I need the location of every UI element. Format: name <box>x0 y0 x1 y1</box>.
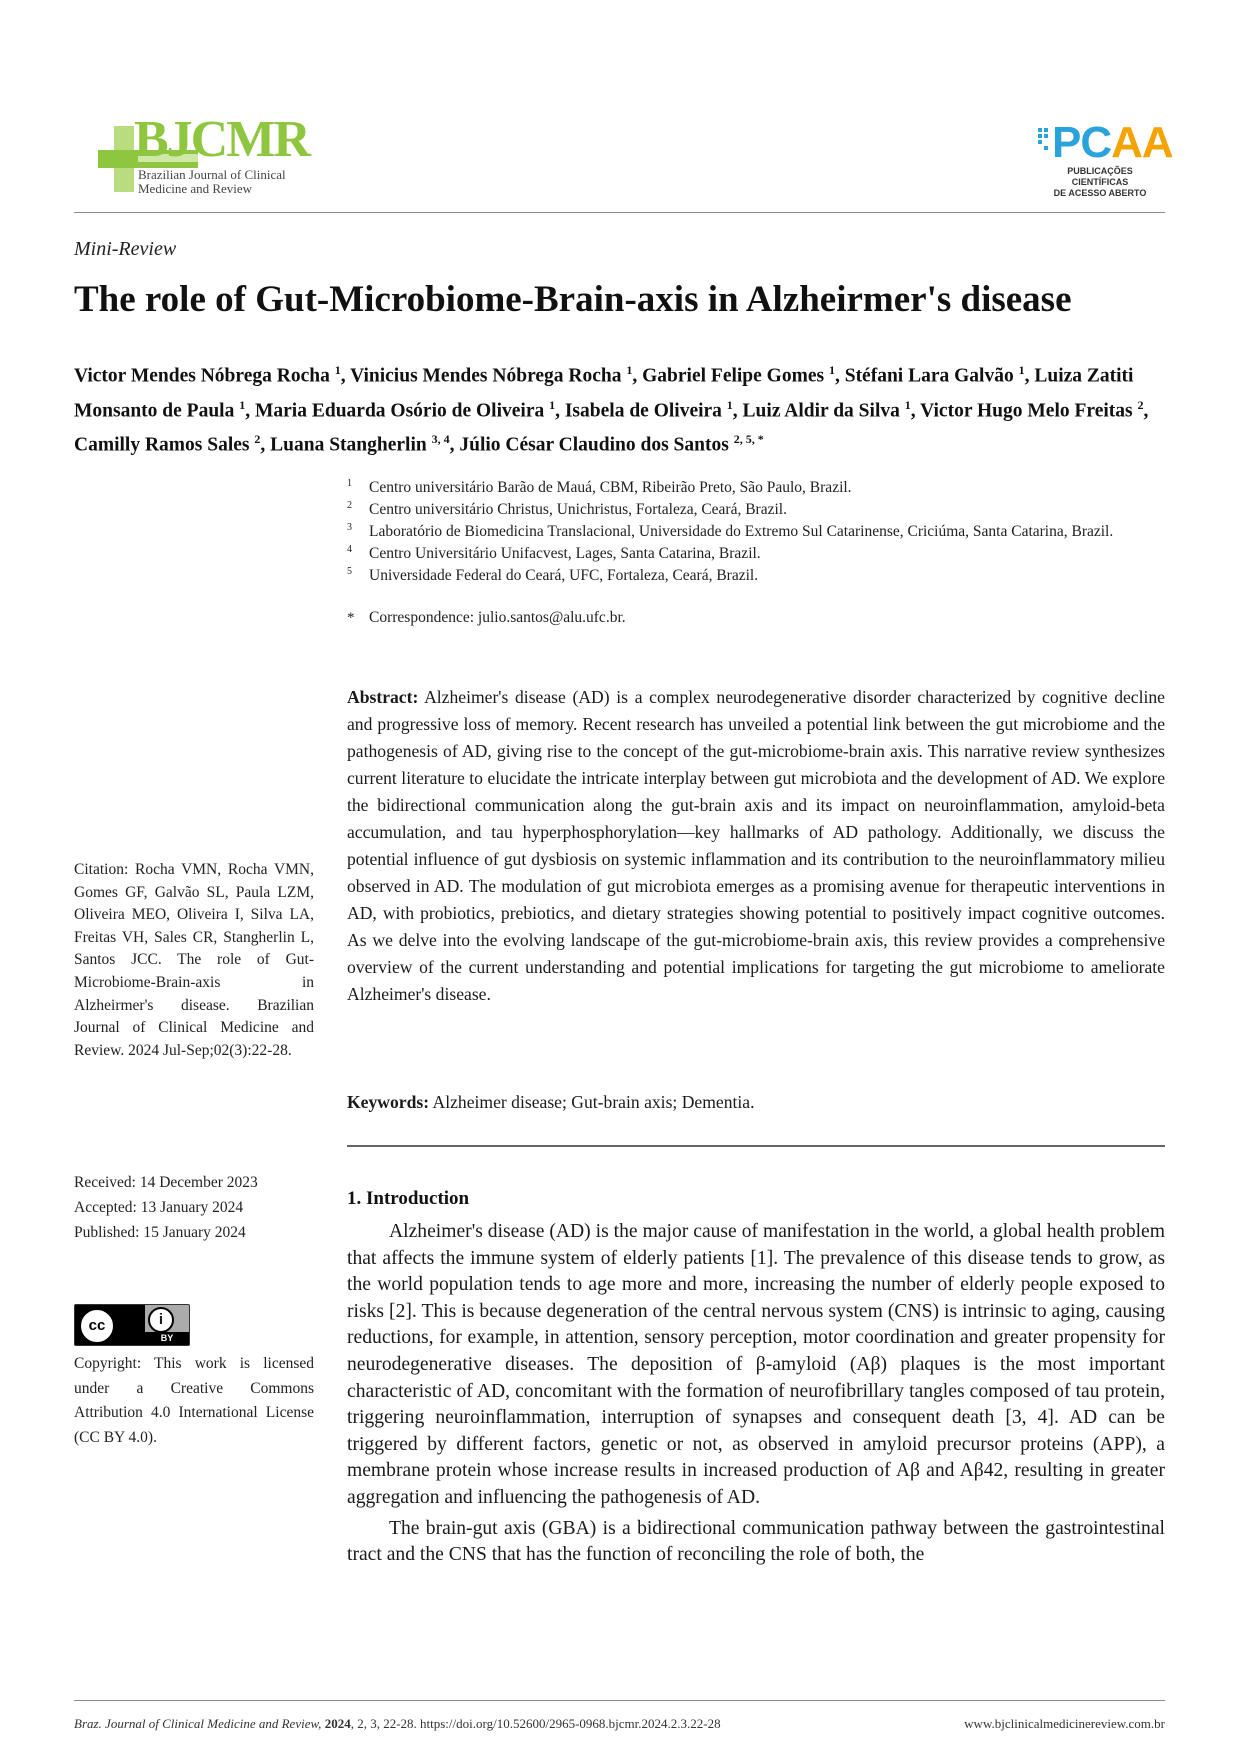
author-name: Luiz Aldir da Silva <box>742 400 900 421</box>
publisher-logo <box>1038 118 1173 198</box>
author-separator: , <box>245 400 255 421</box>
author-separator: , <box>834 365 845 387</box>
paragraph: Alzheimer's disease (AD) is the major cause of manifestation in the world, a global health problem that affects the immune system of elderly patients [1]. The prevalence of this disease tends to grow, as the world population tends to age more and more, increasing the number of elderly people exposed to risks [2]. This is because degeneration of the central nervous system (CNS) is intrinsic to aging, causing reductions, for example, in attention, sensory perception, motor coordination and greater propensity for neurodegenerative diseases. The deposition of β-amyloid (Aβ) plaques is the most important characteristic of AD, concomitant with the formation of neurofibrillary tangles composed of tau protein, triggering neuroinflammation, interruption of synapses and consequent death [3, 4]. AD can be triggered by different factors, genetic or not, as observed in amyloid precursor proteins (APP), a membrane protein whose increase results in increased production of Aβ and Aβ42, resulting in greater aggregation and influencing the pathogenesis of AD. <box>347 1221 1165 1508</box>
affiliation-text: Laboratório de Biomedicina Translacional, Universidade do Extremo Sul Catarinense, Criciúma, Santa Catarina, Brazil. <box>369 523 1114 540</box>
author-affiliation-marker: 1 <box>904 397 911 412</box>
author-affiliation-marker: 2 <box>254 432 261 446</box>
published-date: Published: 15 January 2024 <box>74 1224 246 1241</box>
footer-divider <box>74 1700 1165 1701</box>
author-name: Vinicius Mendes Nóbrega Rocha <box>350 365 622 387</box>
author-affiliation-marker: 1 <box>626 363 633 377</box>
article-title: The role of Gut-Microbiome-Brain-axis in Alzheirmer's disease <box>74 279 1072 320</box>
author-affiliation-marker: 1 <box>726 397 733 412</box>
affiliation-text: Centro Universitário Unifacvest, Lages, Santa Catarina, Brazil. <box>369 545 761 562</box>
journal-logo-acronym: BJCMR <box>134 111 309 168</box>
affiliation-number: 2 <box>347 500 352 511</box>
author-name: Isabela de Oliveira <box>564 400 722 421</box>
author-separator: , <box>732 400 743 421</box>
affiliation-list <box>347 477 1165 587</box>
accepted-date: Accepted: 13 January 2024 <box>74 1199 244 1216</box>
author-name: Luiza Zatiti Monsanto de Paula <box>74 365 1134 421</box>
publisher-logo-subtitle-line2: DE ACESSO ABERTO <box>1053 188 1147 198</box>
affiliation-text: Centro universitário Barão de Mauá, CBM, Ribeirão Preto, São Paulo, Brazil. <box>369 479 852 496</box>
author-name: Victor Mendes Nóbrega Rocha <box>74 365 330 387</box>
footer-journal: Braz. Journal of Clinical Medicine and Review, <box>74 1716 322 1731</box>
author-separator: , <box>260 434 271 456</box>
correspondence-text: Correspondence: julio.santos@alu.ufc.br. <box>369 609 626 626</box>
affiliations <box>347 477 1165 629</box>
author-name: Camilly Ramos Sales <box>74 434 250 456</box>
author-affiliation-marker: 2, 5, * <box>733 432 764 446</box>
affiliation-number: 5 <box>347 566 352 577</box>
publisher-logo-acronym-main: PC <box>1052 118 1112 167</box>
journal-logo <box>98 112 313 198</box>
by-label: BY <box>145 1332 189 1345</box>
author-name: Stéfani Lara Galvão <box>844 365 1014 387</box>
abstract-divider <box>347 1145 1165 1147</box>
abstract-text: Alzheimer's disease (AD) is a complex neurodegenerative disorder characterized by cognitive decline and progressive loss of memory. Recent research has unveiled a potential link between the gut microbiome and the pathogenesis of AD, giving rise to the concept of the gut-microbiome-brain axis. This narrative review synthesizes current literature to elucidate the intricate interplay between gut microbiota and the development of AD. We explore the bidirectional communication along the gut-brain axis and its impact on neuroinflammation, amyloid-beta accumulation, and tau hyperphosphorylation—key hallmarks of AD pathology. Additionally, we discuss the potential influence of gut dysbiosis on systemic inflammation and its contribution to the neuroinflammatory milieu observed in AD. The modulation of gut microbiota emerges as a promising avenue for therapeutic interventions in AD, with probiotics, prebiotics, and dietary strategies showing potential to positively impact cognitive outcomes. As we delve into the evolving landscape of the gut-microbiome-brain axis, this review provides a comprehensive overview of the current understanding and potential implications for targeting the gut microbiome to ameliorate Alzheimer's disease. <box>347 687 1165 1004</box>
article-type: Mini-Review <box>74 238 177 260</box>
author-affiliation-marker: 1 <box>1018 363 1025 377</box>
journal-logo-subtitle-line1: Brazilian Journal of Clinical <box>138 167 286 182</box>
article-dates <box>74 1170 314 1245</box>
author-separator: , <box>910 400 921 421</box>
publisher-logo-acronym <box>1052 120 1173 166</box>
affiliation-text: Universidade Federal do Ceará, UFC, Fortaleza, Ceará, Brazil. <box>369 567 759 584</box>
author-name: Luana Stangherlin <box>270 434 427 456</box>
author-separator: , <box>632 365 643 387</box>
affiliation <box>347 565 1165 587</box>
author-affiliation-marker: 3, 4 <box>431 432 450 446</box>
footer-year: 2024 <box>324 1716 351 1731</box>
author-separator: , <box>555 400 565 421</box>
affiliation-number: 3 <box>347 522 352 533</box>
author-separator: , <box>1143 400 1149 421</box>
author-list <box>74 356 1164 460</box>
header-divider <box>74 212 1165 213</box>
author-affiliation-marker: 2 <box>1137 397 1144 412</box>
affiliation-text: Centro universitário Christus, Unichristus, Fortaleza, Ceará, Brazil. <box>369 501 787 518</box>
cc-icon: cc <box>79 1308 115 1344</box>
author-affiliation-marker: 1 <box>828 363 835 377</box>
keywords-label: Keywords: <box>347 1092 430 1112</box>
author-separator: , <box>449 434 460 456</box>
citation: Citation: Rocha VMN, Rocha VMN, Gomes GF, Galvão SL, Paula LZM, Oliveira MEO, Oliveira I, Silva LA, Freitas VH, Sales CR, Stangherlin L, Santos JCC. The role of Gut- Microbiome-Brain-axis in Alzheirmer's disease. Brazilian Journal of Clinical Medicine and Review. 2024 Jul-Sep;02(3):22-28. <box>74 861 314 1059</box>
received-date: Received: 14 December 2023 <box>74 1174 258 1191</box>
author-separator: , <box>340 365 351 387</box>
affiliation <box>347 521 1165 543</box>
abstract-label: Abstract: <box>347 687 419 707</box>
author-affiliation-marker: 1 <box>239 397 246 412</box>
author-separator: , <box>1024 365 1035 387</box>
author-name: Maria Eduarda Osório de Oliveira <box>254 400 545 421</box>
keywords <box>347 1089 1165 1116</box>
introduction-text <box>347 1219 1165 1569</box>
keywords-text: Alzheimer disease; Gut-brain axis; Dementia. <box>432 1092 755 1112</box>
copyright-notice: Copyright: This work is licensed under a Creative Commons Attribution 4.0 International License (CC BY 4.0). <box>74 1355 314 1446</box>
abstract <box>347 684 1165 1008</box>
footer-citation <box>74 1716 721 1732</box>
journal-logo-subtitle-line2: Medicine and Review <box>138 181 253 196</box>
affiliation <box>347 543 1165 565</box>
section-heading: 1. Introduction <box>347 1188 470 1209</box>
author-name: Júlio César Claudino dos Santos <box>459 434 729 456</box>
author-affiliation-marker: 1 <box>549 397 556 412</box>
publisher-logo-subtitle-line1: PUBLICAÇÕES CIENTÍFICAS <box>1067 166 1133 187</box>
correspondence-marker: * <box>347 610 355 626</box>
attribution-person-icon: i <box>148 1307 174 1333</box>
publisher-logo-acronym-accent: AA <box>1111 118 1173 167</box>
affiliation <box>347 499 1165 521</box>
author-name: Gabriel Felipe Gomes <box>642 365 825 387</box>
paragraph: The brain-gut axis (GBA) is a bidirectional communication pathway between the gastrointestinal tract and the CNS that has the function of reconciling the role of both, the <box>347 1517 1165 1566</box>
cc-by-license-badge[interactable] <box>74 1304 190 1346</box>
publisher-logo-dots <box>1038 128 1050 152</box>
affiliation-number: 1 <box>347 478 352 489</box>
journal-logo-subtitle <box>138 168 286 196</box>
author-affiliation-marker: 1 <box>334 363 341 377</box>
footer-doi[interactable]: , 2, 3, 22-28. https://doi.org/10.52600/2965-0968.bjcmr.2024.2.3.22-28 <box>350 1716 721 1731</box>
footer-website[interactable]: www.bjclinicalmedicinereview.com.br <box>964 1716 1165 1731</box>
author-name: Victor Hugo Melo Freitas <box>920 400 1133 421</box>
correspondence <box>347 607 1165 629</box>
affiliation-number: 4 <box>347 544 352 555</box>
affiliation <box>347 477 1165 499</box>
publisher-logo-subtitle <box>1044 166 1156 199</box>
